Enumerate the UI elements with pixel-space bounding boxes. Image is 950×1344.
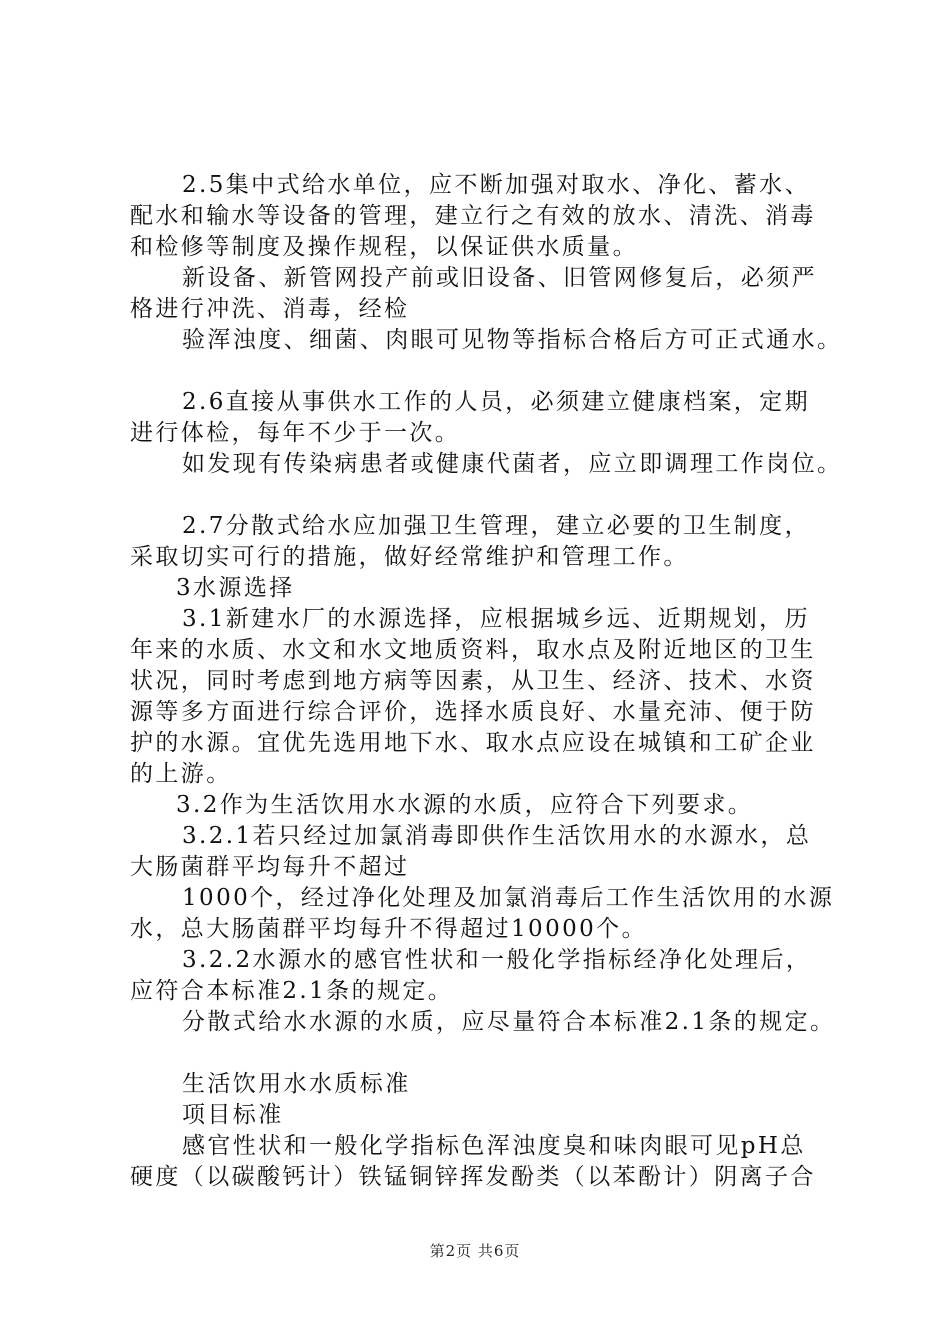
standard-title: 生活饮用水水质标准	[182, 1071, 411, 1097]
paragraph-3-2-1-line-4: 水，总大肠菌群平均每升不得超过10000个。	[130, 916, 647, 942]
paragraph-2-6-line-2: 进行体检，每年不少于一次。	[130, 420, 461, 446]
paragraph-3-1-line-1: 3.1新建水厂的水源选择，应根据城乡远、近期规划，历	[182, 606, 810, 632]
paragraph-2-5-line-3: 和检修等制度及操作规程，以保证供水质量。	[130, 234, 638, 260]
paragraph-new-equipment-line-1: 新设备、新管网投产前或旧设备、旧管网修复后，必须严	[182, 265, 817, 291]
paragraph-3-1-line-3: 状况，同时考虑到地方病等因素，从卫生、经济、技术、水资	[130, 668, 816, 694]
paragraph-2-5-line-2: 配水和输水等设备的管理，建立行之有效的放水、清洗、消毒	[130, 203, 816, 229]
paragraph-3-1-line-2: 年来的水质、水文和水文地质资料，取水点及附近地区的卫生	[130, 637, 816, 663]
paragraph-infection-line: 如发现有传染病患者或健康代菌者，应立即调理工作岗位。	[182, 451, 843, 477]
indicator-list-line-2: 硬度（以碳酸钙计）铁锰铜锌挥发酚类（以苯酚计）阴离子合	[130, 1164, 816, 1190]
paragraph-3-1-line-6: 的上游。	[130, 761, 232, 787]
document-body	[130, 170, 850, 1193]
paragraph-2-7-line-1: 2.7分散式给水应加强卫生管理，建立必要的卫生制度，	[182, 513, 810, 539]
paragraph-dispersed-supply-line: 分散式给水水源的水质，应尽量符合本标准2.1条的规定。	[182, 1009, 836, 1035]
paragraph-3-2-2-line-2: 应符合本标准2.1条的规定。	[130, 978, 454, 1004]
paragraph-spacer	[130, 1038, 850, 1069]
table-header-text: 项目标准	[182, 1102, 284, 1128]
indicator-list-line-1: 感官性状和一般化学指标色浑浊度臭和味肉眼可见pH总	[182, 1133, 806, 1159]
paragraph-3-2-line: 3.2作为生活饮用水水源的水质，应符合下列要求。	[176, 792, 754, 818]
paragraph-3-1-line-4: 源等多方面进行综合评价，选择水质良好、水量充沛、便于防	[130, 699, 816, 725]
paragraph-3-1-line-5: 护的水源。宜优先选用地下水、取水点应设在城镇和工矿企业	[130, 730, 816, 756]
paragraph-new-equipment-line-2: 格进行冲洗、消毒，经检	[130, 296, 410, 322]
paragraph-3-2-1-line-3: 1000个，经过净化处理及加氯消毒后工作生活饮用的水源	[182, 885, 835, 911]
paragraph-spacer	[130, 356, 850, 387]
paragraph-2-7-line-2: 采取切实可行的措施，做好经常维护和管理工作。	[130, 544, 689, 570]
section-3-heading: 3水源选择	[176, 575, 295, 601]
paragraph-3-2-1-line-2: 大肠菌群平均每升不超过	[130, 854, 410, 880]
paragraph-3-2-2-line-1: 3.2.2水源水的感官性状和一般化学指标经净化处理后，	[182, 947, 812, 973]
paragraph-3-2-1-line-1: 3.2.1若只经过加氯消毒即供作生活饮用水的水源水，总	[182, 823, 812, 849]
paragraph-spacer	[130, 480, 850, 511]
paragraph-2-5-line-1: 2.5集中式给水单位，应不断加强对取水、净化、蓄水、	[182, 172, 810, 198]
page-footer: 第2页 共6页	[429, 1242, 521, 1260]
paragraph-2-6-line-1: 2.6直接从事供水工作的人员，必须建立健康档案，定期	[182, 389, 810, 415]
paragraph-inspection-line: 验浑浊度、细菌、肉眼可见物等指标合格后方可正式通水。	[182, 327, 843, 353]
